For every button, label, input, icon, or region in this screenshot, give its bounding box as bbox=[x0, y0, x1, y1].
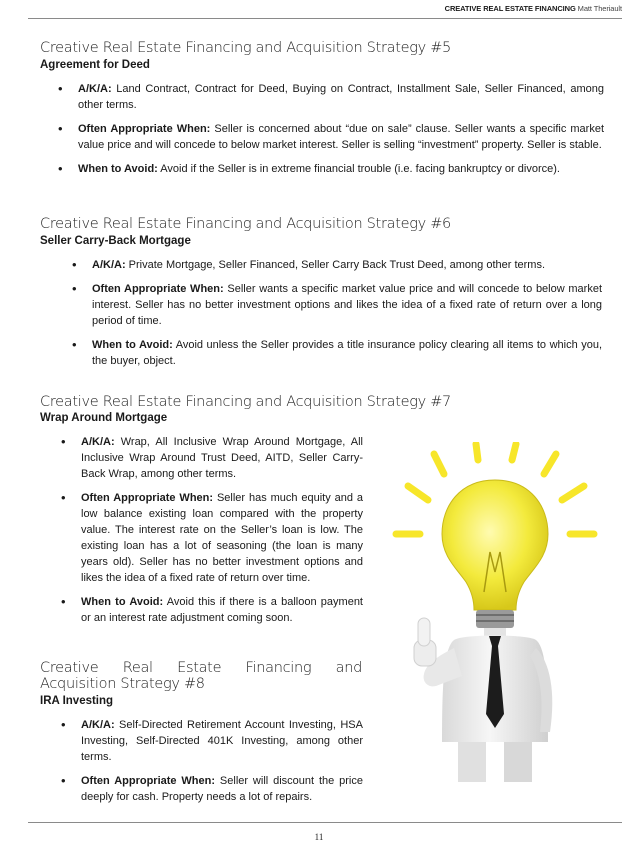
strategy-7-subtitle: Wrap Around Mortgage bbox=[40, 412, 168, 424]
list-item: • When to Avoid: Avoid unless the Seller provides a title insurance policy clearing all items to which you, the buyer, object. bbox=[72, 337, 602, 369]
page-number: 11 bbox=[314, 832, 324, 842]
strategy-6-title: Creative Real Estate Financing and Acquisition Strategy #6 bbox=[40, 216, 451, 232]
header-author: Matt Theriault bbox=[577, 4, 622, 13]
footer-rule bbox=[28, 822, 622, 823]
strategy-6-subtitle: Seller Carry-Back Mortgage bbox=[40, 235, 191, 247]
list-item: • Often Appropriate When: Seller will discount the price deeply for cash. Property needs a lot of repairs. bbox=[61, 773, 363, 805]
strategy-8-title: Creative Real Estate Financing and Acquisition Strategy #8 bbox=[40, 660, 362, 692]
list-item: • When to Avoid: Avoid if the Seller is in extreme financial trouble (i.e. facing bankruptcy or divorce). bbox=[58, 161, 604, 177]
list-item: • Often Appropriate When: Seller is concerned about “due on sale” clause. Seller wants a specific market value price and will concede to below market interest. Seller is selling “investment” property. Seller is stable. bbox=[58, 121, 604, 153]
list-item: • When to Avoid: Avoid this if there is a balloon payment or an interest rate adjustment coming soon. bbox=[61, 594, 363, 626]
strategy-5-subtitle: Agreement for Deed bbox=[40, 59, 150, 71]
bulb-icon bbox=[442, 480, 548, 610]
strategy-7-title: Creative Real Estate Financing and Acquisition Strategy #7 bbox=[40, 394, 451, 410]
strategy-5-title: Creative Real Estate Financing and Acquisition Strategy #5 bbox=[40, 40, 451, 56]
list-item: • A/K/A: Private Mortgage, Seller Financed, Seller Carry Back Trust Deed, among other terms. bbox=[72, 257, 602, 273]
list-item: • A/K/A: Land Contract, Contract for Deed, Buying on Contract, Installment Sale, Seller Financed, among other terms. bbox=[58, 81, 604, 113]
lightbulb-man-illustration bbox=[380, 442, 610, 782]
header-title: CREATIVE REAL ESTATE FINANCING bbox=[444, 4, 576, 13]
strategy-8-list bbox=[61, 717, 363, 805]
page-header bbox=[28, 0, 622, 19]
strategy-7-list bbox=[61, 434, 363, 626]
list-item: • Often Appropriate When: Seller wants a specific market value price and will concede to below market interest. Seller has no better investment options and likes the idea of a fixed rate of return over a long period of time. bbox=[72, 281, 602, 329]
thumbs-up-icon bbox=[418, 618, 430, 646]
list-item: • Often Appropriate When: Seller has much equity and a low balance existing loan compared with the property value. The interest rate on the Seller’s loan is low. The existing loan has a lot of seasoning (the loan is many years old). Seller has no better investment options and likes the idea of a fixed rate of return over time. bbox=[61, 490, 363, 586]
strategy-5-list bbox=[58, 81, 604, 177]
list-item: • A/K/A: Self-Directed Retirement Account Investing, HSA Investing, Self-Directed 401K Investing, among other terms. bbox=[61, 717, 363, 765]
strategy-8-subtitle: IRA Investing bbox=[40, 695, 114, 707]
list-item: • A/K/A: Wrap, All Inclusive Wrap Around Mortgage, All Inclusive Wrap Around Trust Deed, AITD, Seller Carry-Back Wrap, among other terms. bbox=[61, 434, 363, 482]
strategy-6-list bbox=[72, 257, 602, 369]
